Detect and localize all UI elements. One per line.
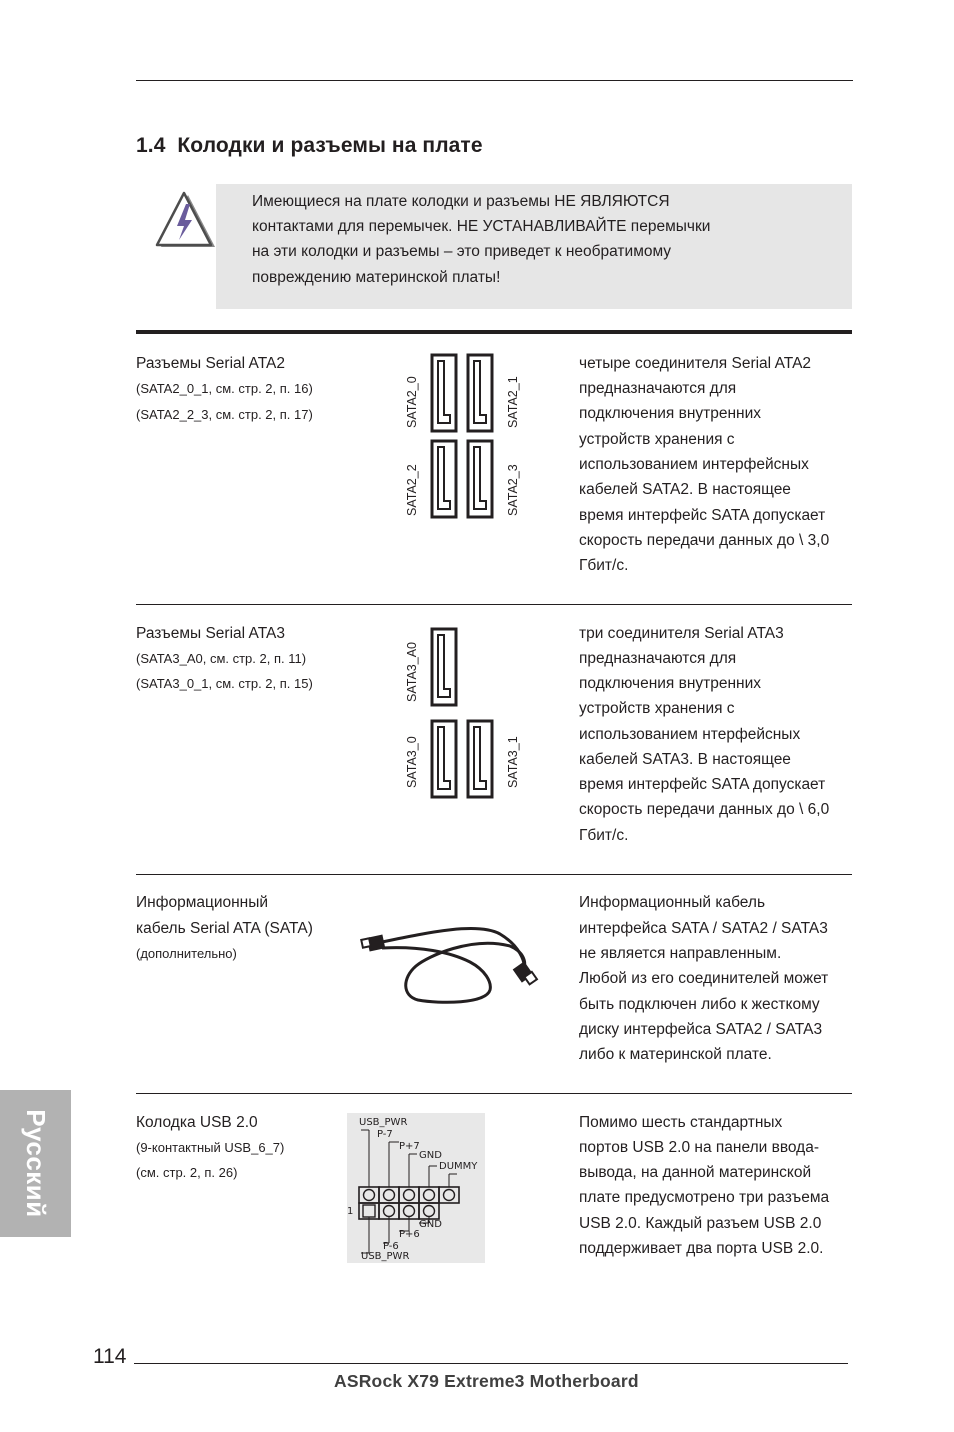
- usb-pin-label: USB_PWR: [359, 1117, 408, 1128]
- usb-ref: (9-контактный USB_6_7): [136, 1140, 285, 1155]
- language-side-tab-label: Русский: [21, 1109, 51, 1218]
- usb-desc-line: плате предусмотрено три разъема: [579, 1189, 830, 1206]
- warning-icon: [152, 190, 218, 254]
- sata2-desc-line: кабелей SATA2. В настоящее: [579, 481, 791, 498]
- usb-pin-label: GND: [419, 1219, 442, 1230]
- sata2-desc-line: устройств хранения с: [579, 431, 735, 448]
- usb-pin-label: P+6: [399, 1229, 420, 1240]
- sata-cable-image: [360, 912, 546, 1008]
- sata2-desc-line: предназначаются для: [579, 380, 737, 397]
- section-divider: [136, 1093, 852, 1094]
- notice-line: Имеющиеся на плате колодки и разъемы НЕ ЯВЛЯЮТСЯ: [252, 193, 670, 210]
- notice-line: повреждению материнской платы!: [252, 269, 501, 286]
- sata3-desc-line: время интерфейс SATA допускает: [579, 776, 826, 793]
- top-rule: [136, 80, 853, 81]
- usb-pin1-marker: 1: [347, 1206, 354, 1217]
- sata3-a0-label: SATA3_A0: [405, 642, 419, 702]
- cable-desc-line: Любой из его соединителей может: [579, 970, 829, 987]
- section-heading: [136, 134, 483, 158]
- usb-pin-label: GND: [419, 1150, 442, 1161]
- sata3-desc-line: устройств хранения с: [579, 700, 735, 717]
- sata3-ref: (SATA3_0_1, см. стр. 2, п. 15): [136, 676, 313, 691]
- usb-title: Колодка USB 2.0: [136, 1114, 258, 1131]
- sata2-2-label: SATA2_2: [405, 464, 419, 516]
- usb-header-pinout-diagram: [347, 1113, 485, 1263]
- sata2-desc-line: скорость передачи данных до \ 3,0: [579, 532, 830, 549]
- language-side-tab-label-wrap: [0, 1090, 71, 1237]
- sata2-connectors-diagram: [430, 353, 500, 519]
- sata2-ref: (SATA2_0_1, см. стр. 2, п. 16): [136, 381, 313, 396]
- footer-rule: [134, 1363, 848, 1364]
- cable-desc-line: либо к материнской плате.: [579, 1046, 772, 1063]
- usb-pin-label: P-6: [383, 1241, 399, 1252]
- notice-line: на эти колодки и разъемы – это приведет к необратимому: [252, 243, 672, 260]
- sata2-desc-line: время интерфейс SATA допускает: [579, 507, 826, 524]
- sata3-ref: (SATA3_A0, см. стр. 2, п. 11): [136, 651, 307, 666]
- sata3-1-label: SATA3_1: [506, 736, 520, 788]
- sata2-ref: (SATA2_2_3, см. стр. 2, п. 17): [136, 407, 313, 422]
- sata3-0-label: SATA3_0: [405, 736, 419, 788]
- section-divider-thick: [136, 330, 852, 334]
- usb-pin-label: DUMMY: [439, 1161, 478, 1172]
- sata2-desc-line: использованием интерфейсных: [579, 456, 809, 473]
- notice-line: контактами для перемычек. НЕ УСТАНАВЛИВАЙТЕ перемычки: [252, 218, 711, 235]
- sata3-connectors-diagram: [430, 627, 500, 801]
- usb-desc-line: поддерживает два порта USB 2.0.: [579, 1240, 824, 1257]
- cable-note: (дополнительно): [136, 946, 237, 961]
- sata2-0-label: SATA2_0: [405, 376, 419, 428]
- cable-desc-line: интерфейса SATA / SATA2 / SATA3: [579, 920, 828, 937]
- footer-title: ASRock X79 Extreme3 Motherboard: [334, 1371, 639, 1391]
- sata3-desc-line: скорость передачи данных до \ 6,0: [579, 801, 830, 818]
- usb-desc-line: Помимо шесть стандартных: [579, 1114, 783, 1131]
- sata2-title: Разъемы Serial ATA2: [136, 355, 285, 372]
- cable-desc-line: быть подключен либо к жесткому: [579, 996, 820, 1013]
- sata2-3-label: SATA2_3: [506, 464, 520, 516]
- cable-desc-line: Информационный кабель: [579, 894, 766, 911]
- usb-ref: (см. стр. 2, п. 26): [136, 1165, 238, 1180]
- page-number: 114: [93, 1345, 127, 1368]
- sata2-desc-line: подключения внутренних: [579, 405, 762, 422]
- cable-desc-line: диску интерфейса SATA2 / SATA3: [579, 1021, 823, 1038]
- cable-title-line: Информационный: [136, 894, 269, 911]
- sata3-desc-line: кабелей SATA3. В настоящее: [579, 751, 791, 768]
- section-title: Колодки и разъемы на плате: [177, 134, 483, 157]
- sata3-desc-line: Гбит/с.: [579, 827, 629, 844]
- cable-title-line: кабель Serial ATA (SATA): [136, 920, 313, 937]
- section-divider: [136, 874, 852, 875]
- section-divider: [136, 604, 852, 605]
- section-number: 1.4: [136, 134, 166, 157]
- sata3-desc-line: подключения внутренних: [579, 675, 762, 692]
- usb-desc-line: портов USB 2.0 на панели ввода-: [579, 1139, 819, 1156]
- usb-pin-label: P-7: [377, 1129, 393, 1140]
- sata2-1-label: SATA2_1: [506, 376, 520, 428]
- sata3-desc-line: три соединителя Serial ATA3: [579, 625, 784, 642]
- sata2-desc-line: четыре соединителя Serial ATA2: [579, 355, 812, 372]
- usb-pin-label: P+7: [399, 1141, 420, 1152]
- cable-desc-line: не является направленным.: [579, 945, 782, 962]
- usb-desc-line: USB 2.0. Каждый разъем USB 2.0: [579, 1215, 822, 1232]
- sata3-desc-line: использованием нтерфейсных: [579, 726, 801, 743]
- usb-pin-label: USB_PWR: [361, 1251, 410, 1262]
- usb-desc-line: вывода, на данной материнской: [579, 1164, 812, 1181]
- sata3-title: Разъемы Serial ATA3: [136, 625, 285, 642]
- sata3-desc-line: предназначаются для: [579, 650, 737, 667]
- sata2-desc-line: Гбит/с.: [579, 557, 629, 574]
